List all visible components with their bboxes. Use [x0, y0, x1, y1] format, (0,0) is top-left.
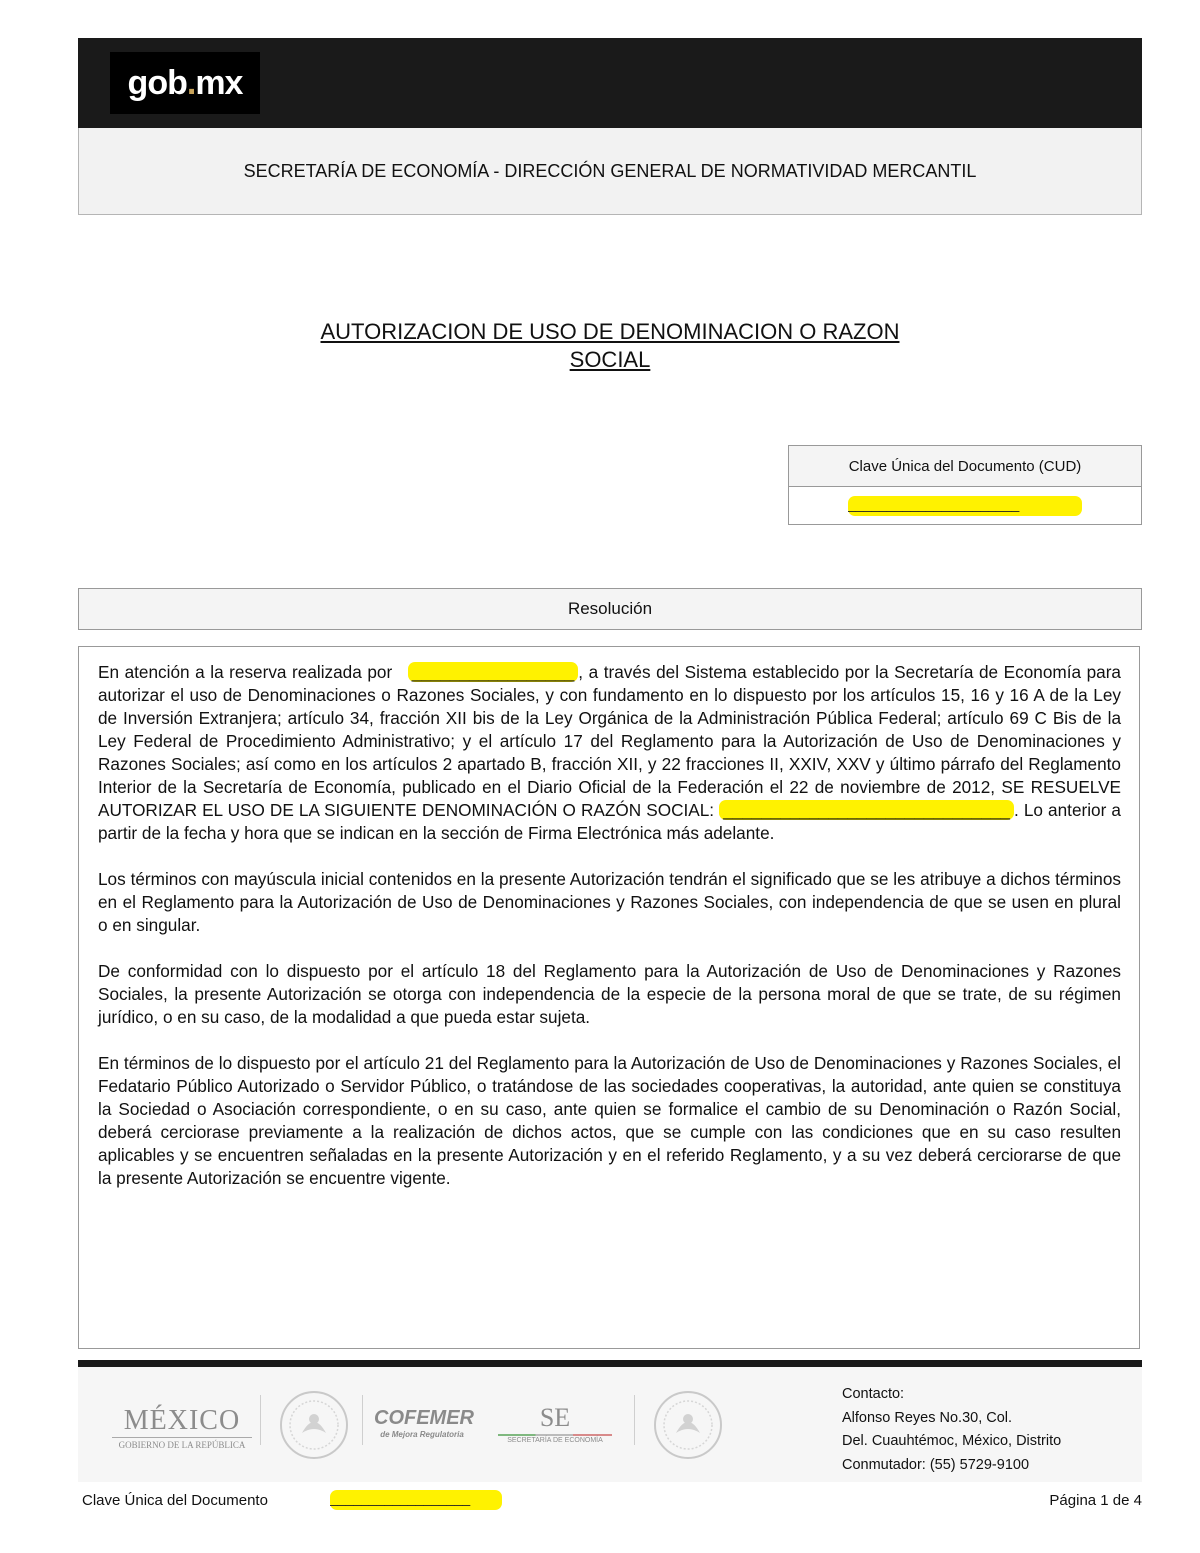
- footer-divider: [634, 1395, 635, 1445]
- resolution-paragraph-1: [98, 661, 1121, 845]
- resolution-paragraph-4: En términos de lo dispuesto por el artículo 21 del Reglamento para la Autorización de Uso de Denominaciones y Razones Sociales, el Fedatario Público Autorizado o Servidor Público, o tratándose de las sociedades cooperativas, la autoridad, ante quien se constituya la Sociedad o Asociación correspondiente, o en su caso, ante quien se formalice el cambio de su Denominación o Razón Social, deberá cerciorase previamente a la realización de dichos actos, que se cumple con las condiciones que en su caso resulten aplicables y se encuentren señaladas en la presente Autorización y en el referido Reglamento, y a su vez deberá cerciorarse de que la presente Autorización se encuentre vigente.: [98, 1053, 1121, 1188]
- mexico-logo-subtext: GOBIERNO DE LA REPÚBLICA: [112, 1437, 252, 1450]
- cud-value-cell: [789, 487, 1141, 524]
- se-logo-subtext: SECRETARÍA DE ECONOMÍA: [507, 1437, 603, 1444]
- resolution-paragraph-3: De conformidad con lo dispuesto por el artículo 18 del Reglamento para la Autorización de Uso de Denominaciones y Razones Sociales, la presente Autorización se otorga con independencia de la especie de la persona moral de que se trate, de su régimen jurídico, o en su caso, de la modalidad a que pueda estar sujeta.: [98, 961, 1121, 1027]
- reservation-holder-placeholder: _________________: [411, 662, 575, 682]
- cofemer-logo-subtext: de Mejora Regulatoria: [380, 1430, 464, 1439]
- cud-label: Clave Única del Documento (CUD): [789, 446, 1141, 487]
- national-seal-icon: [652, 1389, 724, 1461]
- logo-text-suffix: mx: [195, 63, 243, 102]
- mexico-logo-text: MÉXICO: [123, 1405, 241, 1436]
- document-title-line2: SOCIAL: [569, 347, 651, 372]
- paragraph-1-text-b: , a través del Sistema establecido por la Secretaría de Economía para autorizar el uso de Denominaciones o Razones Sociales, y con fundamento en lo dispuesto por los artículos 15, 16 y 16 A de la Ley de Inversión Extranjera; artículo 34, fracción XII bis de la Ley Orgánica de la Administración Pública Federal; artículo 69 C Bis de la Ley Federal de Procedimiento Administrativo; y el artículo 17 del Reglamento para la Autorización de Uso de Denominaciones y Razones Sociales; así como en los artículos 2 apartado B, fracción XII, y 22 fracciones II, XXIV, XXV y último párrafo del Reglamento Interior de la Secretaría de Economía, publicado en el Diario Oficial de la Federación el 22 de noviembre de 2012, SE RESUELVE AUTORIZAR EL USO DE LA SIGUIENTE DENOMINACIÓN O RAZÓN SOCIAL:: [98, 662, 1121, 820]
- resolution-header: Resolución: [78, 588, 1142, 630]
- footer-cud-placeholder: __________________: [330, 1490, 471, 1506]
- contact-phone: Conmutador: (55) 5729-9100: [842, 1456, 1030, 1473]
- national-seal-icon: [278, 1389, 350, 1461]
- footer-divider: [260, 1395, 261, 1445]
- footer-cud-label: Clave Única del Documento: [82, 1492, 268, 1509]
- paragraph-1-text-c: . Lo anterior a partir de la fecha y hora que se indican en la sección de Firma Electrónica más adelante.: [98, 800, 1121, 843]
- resolution-body: [78, 646, 1140, 1349]
- cofemer-logo: [374, 1407, 474, 1439]
- header-bar: [78, 38, 1142, 128]
- cofemer-logo-text: COFEMER: [374, 1407, 474, 1429]
- agency-subtitle: SECRETARÍA DE ECONOMÍA - DIRECCIÓN GENERAL DE NORMATIVIDAD MERCANTIL: [78, 128, 1142, 215]
- gobmx-logo[interactable]: [110, 52, 260, 114]
- contact-address-line1: Alfonso Reyes No.30, Col.: [842, 1409, 1013, 1426]
- company-name-blank: [719, 800, 1014, 820]
- logo-text-prefix: gob: [127, 63, 187, 102]
- contact-block: [842, 1383, 1061, 1477]
- reservation-holder-blank: [408, 662, 579, 682]
- document-title: [200, 318, 1020, 374]
- footer-cud-highlight: [330, 1490, 502, 1510]
- footer-band: [78, 1367, 1142, 1482]
- se-logo-bar: [498, 1434, 612, 1436]
- footer-rule: [78, 1360, 1142, 1367]
- company-name-placeholder: ______________________________: [723, 800, 1010, 820]
- resolution-paragraph-2: Los términos con mayúscula inicial contenidos en la presente Autorización tendrán el significado que se les atribuye a dichos términos en el Reglamento para la Autorización de Uso de Denominaciones y Razones Sociales, con independencia de que se usen en plural o en singular.: [98, 869, 1121, 935]
- document-title-line1: AUTORIZACION DE USO DE DENOMINACION O RAZON: [320, 319, 900, 344]
- cud-value-placeholder: ______________________: [848, 495, 1020, 512]
- cud-value-highlight: [848, 496, 1082, 516]
- mexico-logo: [112, 1405, 252, 1450]
- se-logo: [490, 1403, 620, 1444]
- logo-text-dot: .: [186, 63, 196, 102]
- page-number: Página 1 de 4: [1049, 1492, 1142, 1509]
- contact-address-line2: Del. Cuauhtémoc, México, Distrito: [842, 1433, 1062, 1449]
- contact-title: Contacto:: [842, 1386, 905, 1402]
- paragraph-1-text-a: En atención a la reserva realizada por: [98, 662, 393, 682]
- footer-divider: [362, 1395, 363, 1445]
- se-logo-text: SE: [539, 1403, 571, 1432]
- cud-box: [788, 445, 1142, 525]
